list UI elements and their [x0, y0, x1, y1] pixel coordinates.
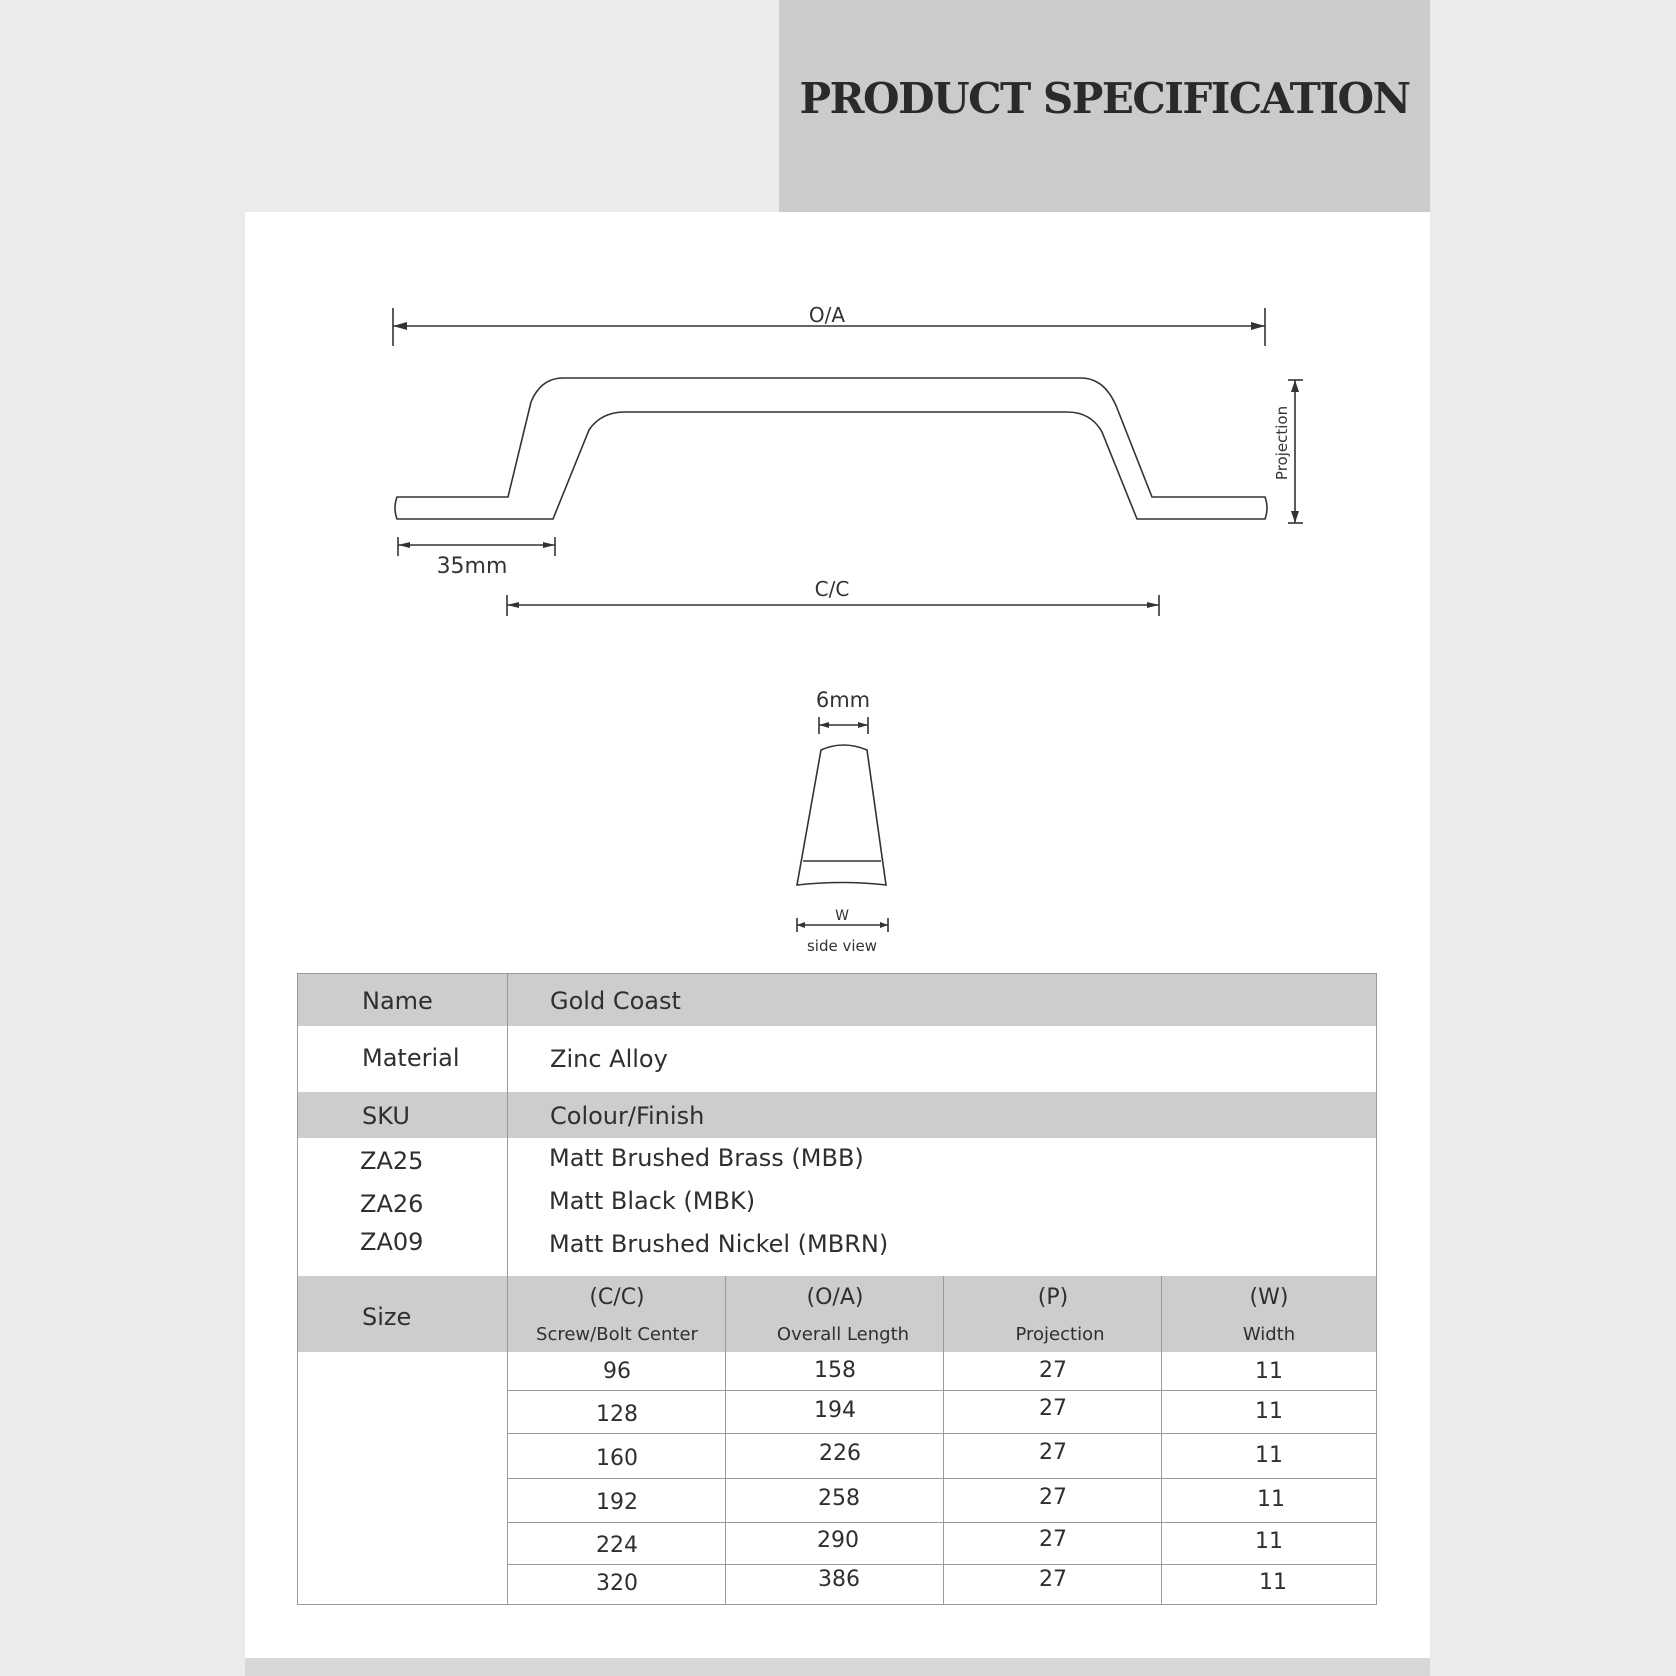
oa-value: 226: [819, 1441, 861, 1466]
table-divider: [507, 1478, 1376, 1479]
size-col-desc: Overall Length: [776, 1324, 910, 1345]
spec-table: [297, 973, 1377, 1605]
size-col-desc: Projection: [1015, 1324, 1105, 1345]
top-width-label: 6mm: [815, 688, 871, 712]
cc-value: 320: [596, 1571, 638, 1596]
oa-value: 158: [814, 1358, 856, 1383]
variants-block: [298, 1138, 1376, 1258]
width-value: 11: [1255, 1529, 1283, 1554]
page-title: PRODUCT SPECIFICATION: [799, 73, 1410, 123]
oa-value: 290: [817, 1528, 859, 1553]
variant-finish: Matt Brushed Brass (MBB): [549, 1144, 864, 1172]
table-divider: [507, 1390, 1376, 1391]
cc-value: 128: [596, 1402, 638, 1427]
oa-label: O/A: [808, 303, 846, 327]
size-col-desc: Screw/Bolt Center: [536, 1324, 698, 1345]
material-label: Material: [362, 1044, 460, 1072]
width-value: 11: [1255, 1359, 1283, 1384]
header-title-panel: [779, 0, 1430, 212]
size-col-code: (P): [1037, 1285, 1069, 1310]
projection-value: 27: [1039, 1358, 1067, 1383]
sku-header-row: [298, 1092, 1376, 1138]
spec-sheet: [245, 0, 1430, 1676]
side-view-label: side view: [806, 937, 878, 955]
variant-sku: ZA09: [360, 1228, 424, 1256]
sku-label: SKU: [362, 1102, 410, 1130]
oa-value: 386: [818, 1567, 860, 1592]
projection-value: 27: [1039, 1485, 1067, 1510]
cc-label: C/C: [814, 577, 850, 601]
oa-value: 258: [818, 1486, 860, 1511]
finish-label: Colour/Finish: [550, 1102, 705, 1130]
handle-front-view-drawing: [245, 212, 1430, 662]
oa-value: 194: [814, 1398, 856, 1423]
offset-label: 35mm: [436, 554, 508, 579]
projection-value: 27: [1039, 1527, 1067, 1552]
handle-side-view-drawing: [245, 672, 1430, 962]
material-value: Zinc Alloy: [550, 1045, 668, 1073]
size-col-desc: Width: [1242, 1324, 1296, 1345]
cc-value: 224: [596, 1533, 638, 1558]
size-col-code: (O/A): [806, 1285, 864, 1310]
header-left-panel: [245, 0, 779, 212]
size-col-code: (C/C): [589, 1285, 645, 1310]
name-value: Gold Coast: [550, 987, 681, 1015]
table-divider: [507, 1522, 1376, 1523]
table-divider: [507, 1564, 1376, 1565]
variant-finish: Matt Black (MBK): [549, 1187, 756, 1215]
width-value: 11: [1255, 1443, 1283, 1468]
cc-value: 96: [603, 1359, 631, 1384]
cc-value: 192: [596, 1490, 638, 1515]
name-label: Name: [362, 987, 433, 1015]
handle-profile: [797, 745, 886, 885]
variant-sku: ZA26: [360, 1190, 424, 1218]
name-row: [298, 974, 1376, 1026]
width-value: 11: [1255, 1399, 1283, 1424]
width-label: W: [835, 908, 849, 924]
variant-sku: ZA25: [360, 1147, 424, 1175]
projection-value: 27: [1039, 1396, 1067, 1421]
table-divider: [507, 1433, 1376, 1434]
width-value: 11: [1257, 1487, 1285, 1512]
variant-finish: Matt Brushed Nickel (MBRN): [549, 1230, 889, 1258]
material-row: [298, 1026, 1376, 1092]
size-label: Size: [362, 1303, 412, 1331]
size-col-code: (W): [1249, 1285, 1289, 1310]
cc-value: 160: [596, 1446, 638, 1471]
width-value: 11: [1259, 1570, 1287, 1595]
projection-value: 27: [1039, 1567, 1067, 1592]
projection-label: Projection: [1273, 405, 1291, 481]
handle-outline: [395, 378, 1267, 519]
footer-band: [245, 1658, 1430, 1676]
projection-value: 27: [1039, 1440, 1067, 1465]
